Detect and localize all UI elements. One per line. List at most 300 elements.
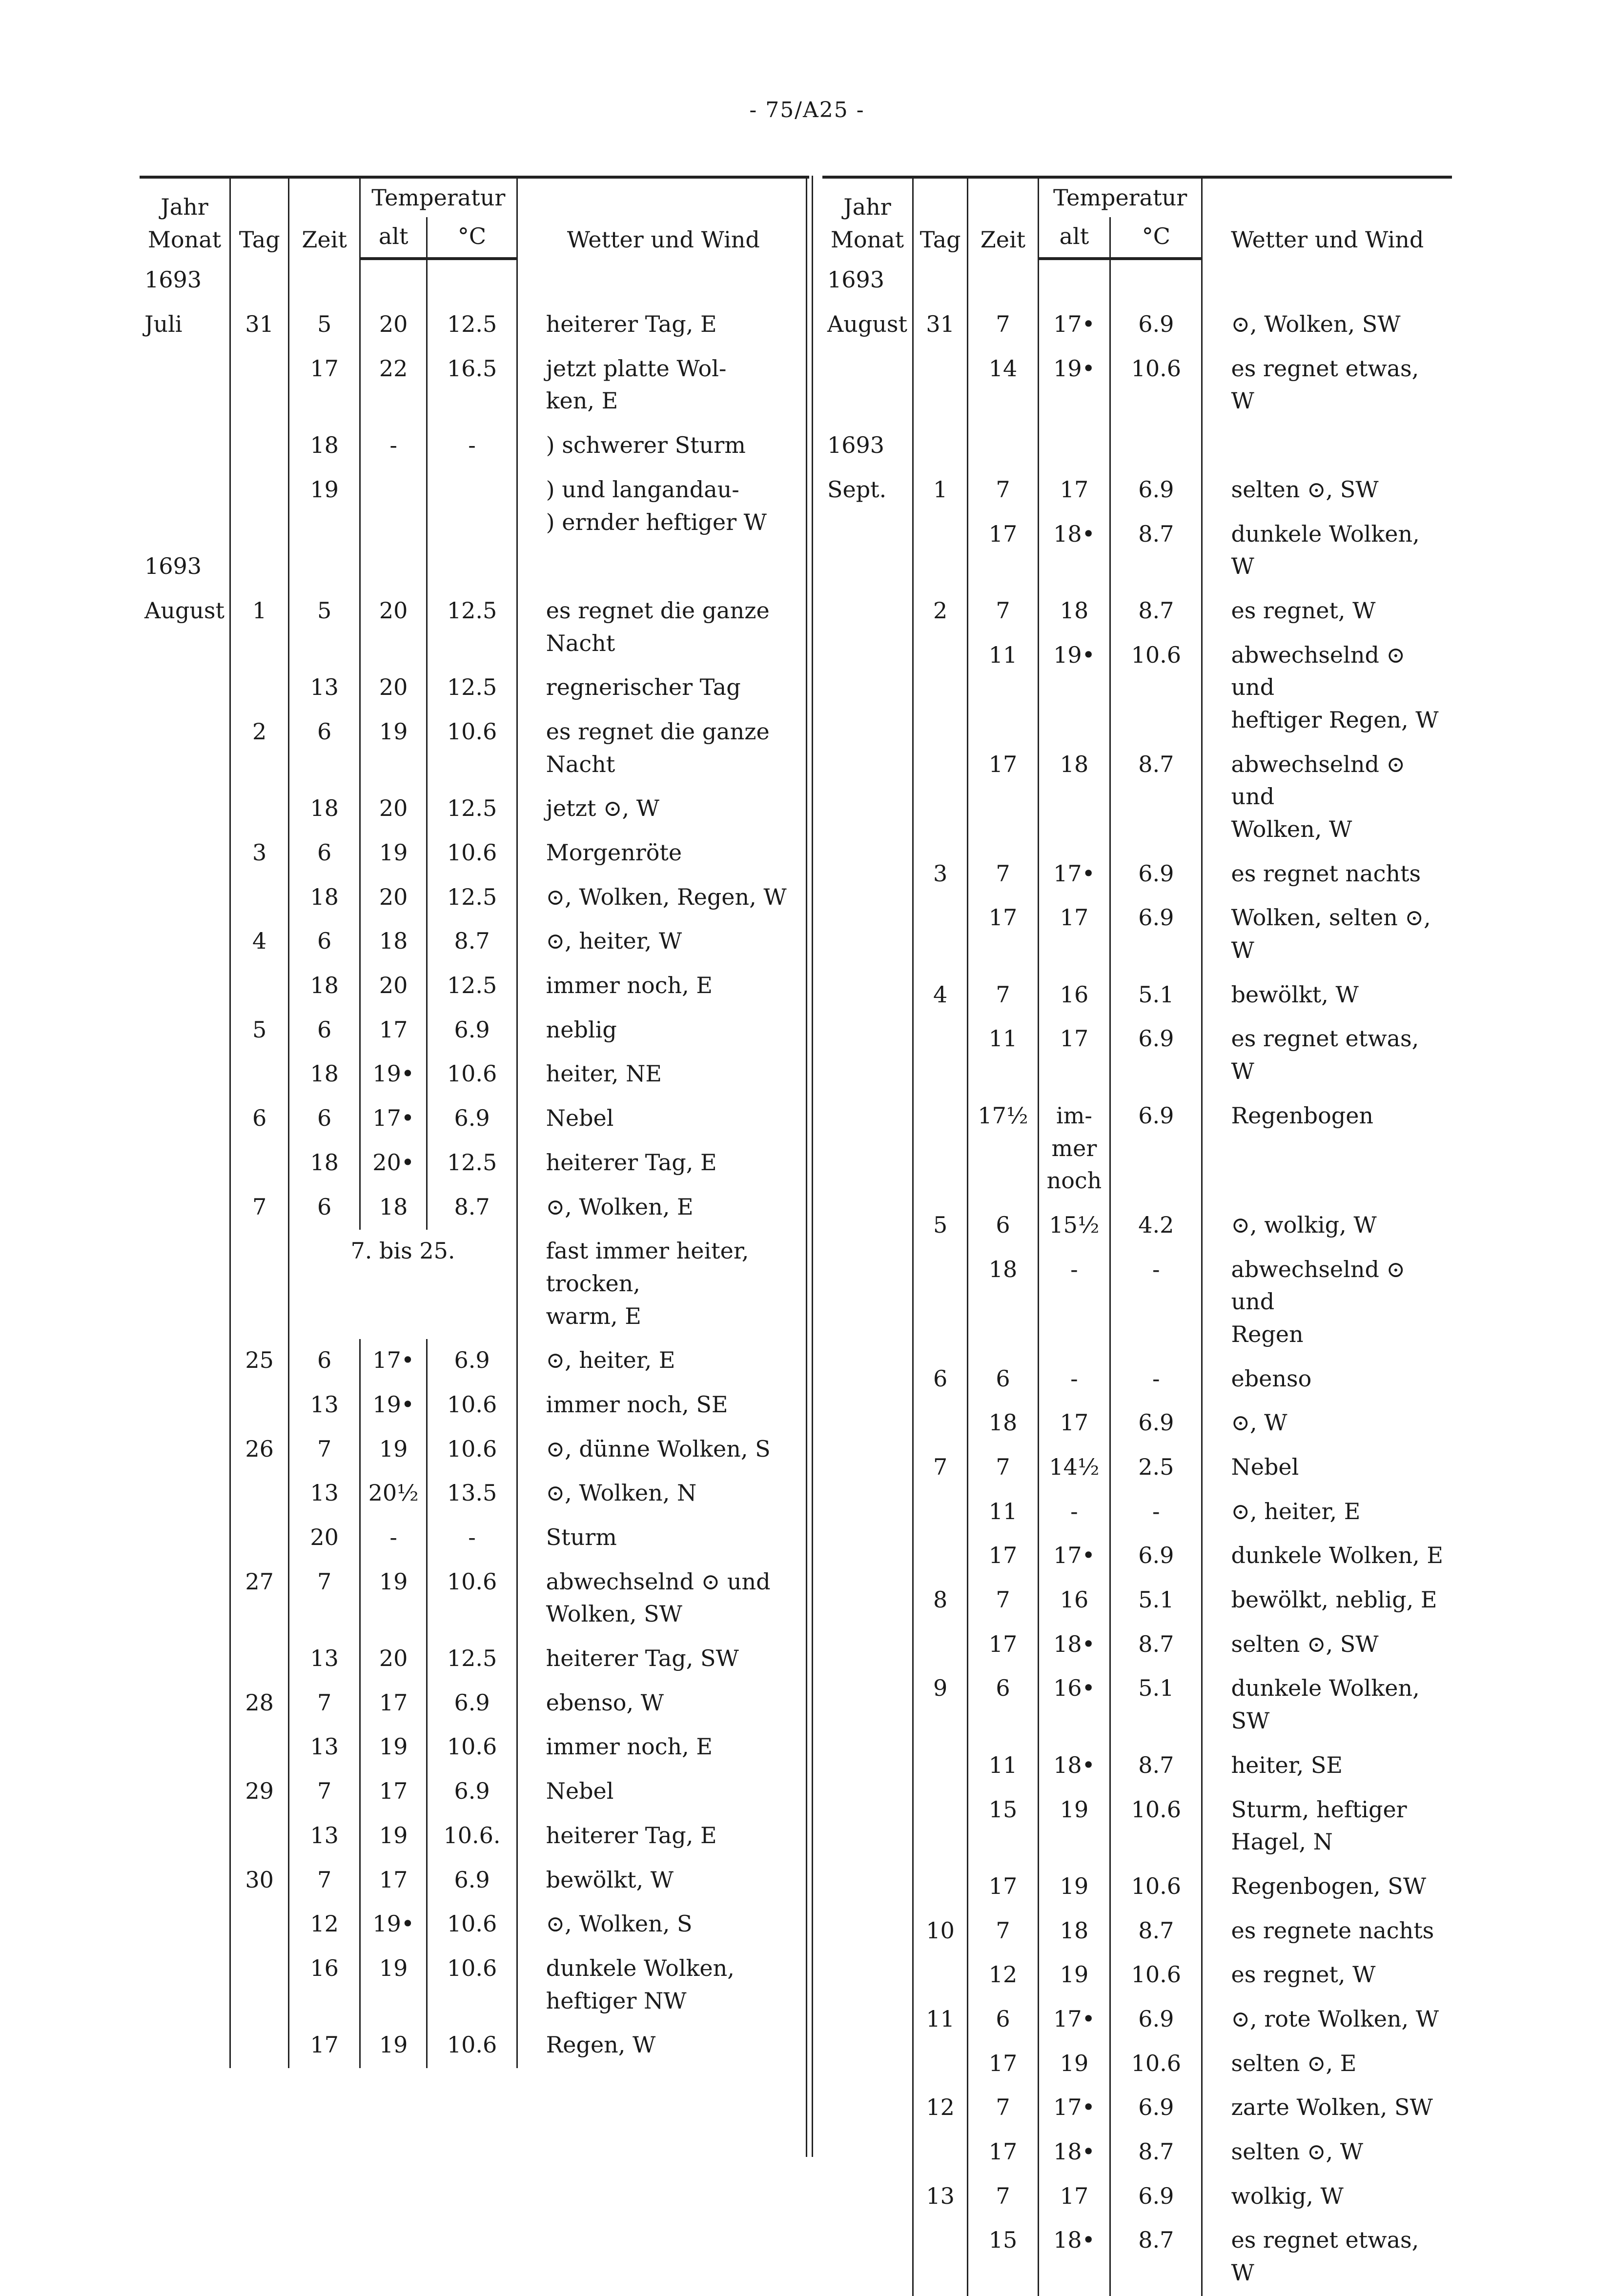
cell-alt: 20 <box>360 876 427 920</box>
cell-jahr-monat <box>822 1534 913 1579</box>
cell-zeit: 7 <box>968 589 1039 634</box>
cell-celsius: 8.7 <box>1110 1910 1202 1954</box>
cell-alt: 19 <box>1038 2042 1110 2087</box>
cell-celsius: 5.1 <box>1110 1667 1202 1744</box>
cell-tag <box>230 2024 289 2068</box>
cell-jahr-monat <box>140 1903 230 1947</box>
cell-jahr-monat <box>822 2175 913 2219</box>
cell-wetter: es regnet nachts <box>1202 853 1452 897</box>
cell-alt <box>360 259 427 303</box>
cell-alt: 19 <box>360 1814 427 1859</box>
cell-alt: 18 <box>1038 743 1110 853</box>
table-row <box>140 1770 809 1814</box>
cell-wetter: heiterer Tag, E <box>517 1141 809 1186</box>
table-row <box>822 1017 1452 1094</box>
table-row <box>140 347 809 424</box>
cell-wetter: ⊙, Wolken, N <box>517 1472 809 1516</box>
cell-tag <box>913 1402 968 1446</box>
table-row <box>822 1865 1452 1910</box>
cell-tag <box>913 1953 968 1998</box>
cell-jahr-monat <box>822 2131 913 2175</box>
cell-zeit: 7 <box>289 1770 360 1814</box>
cell-zeit: 18 <box>968 1402 1039 1446</box>
cell-wetter: ⊙, Wolken, SW <box>1202 303 1452 347</box>
cell-wetter: bewölkt, neblig, E <box>1202 1579 1452 1623</box>
cell-celsius: 6.9 <box>1110 1017 1202 1094</box>
cell-zeit: 17 <box>968 1623 1039 1667</box>
cell-tag <box>230 1472 289 1516</box>
table-header <box>822 177 1452 259</box>
cell-celsius: 8.7 <box>427 920 517 964</box>
cell-celsius: 12.5 <box>427 1141 517 1186</box>
cell-alt: 17 <box>1038 896 1110 973</box>
cell-alt: 20 <box>360 964 427 1009</box>
cell-wetter: ⊙, heiter, E <box>1202 1490 1452 1535</box>
cell-alt: - <box>360 424 427 468</box>
cell-alt: 17 <box>360 1859 427 1903</box>
cell-celsius <box>427 545 517 589</box>
table-row <box>140 1230 809 1339</box>
cell-celsius: 16.5 <box>427 347 517 424</box>
cell-celsius: 13.5 <box>427 1472 517 1516</box>
cell-zeit: 17 <box>968 896 1039 973</box>
cell-alt: 17 <box>360 1009 427 1053</box>
cell-celsius: 6.9 <box>427 1770 517 1814</box>
cell-celsius: 12.5 <box>427 964 517 1009</box>
cell-celsius: 5.1 <box>1110 974 1202 1018</box>
table-header <box>140 177 809 259</box>
cell-tag <box>913 1865 968 1910</box>
header-alt: alt <box>1038 217 1110 259</box>
cell-zeit <box>289 545 360 589</box>
cell-celsius: 6.9 <box>427 1097 517 1141</box>
cell-zeit: 6 <box>968 1204 1039 1248</box>
cell-alt: 19 <box>360 1947 427 2024</box>
table-row <box>822 303 1452 347</box>
cell-alt: 17 <box>360 1770 427 1814</box>
cell-zeit: 13 <box>289 1726 360 1770</box>
cell-celsius: 8.7 <box>1110 513 1202 589</box>
cell-zeit: 17 <box>968 2131 1039 2175</box>
cell-alt: 17 <box>360 1682 427 1726</box>
cell-zeit: 6 <box>968 1667 1039 1744</box>
right-table-half <box>822 176 1452 2296</box>
header-alt: alt <box>360 217 427 259</box>
cell-wetter: ⊙, dünne Wolken, S <box>517 1428 809 1472</box>
cell-jahr-monat <box>822 1358 913 1402</box>
cell-celsius: 5.1 <box>1110 1579 1202 1623</box>
cell-celsius: 2.5 <box>1110 1446 1202 1490</box>
table-row <box>140 1903 809 1947</box>
cell-jahr-monat <box>140 920 230 964</box>
cell-wetter: es regnete nachts <box>1202 1910 1452 1954</box>
cell-jahr-monat <box>140 1947 230 2024</box>
header-wetter: Wetter und Wind <box>517 177 809 259</box>
cell-zeit: 17 <box>968 743 1039 853</box>
weather-table-right <box>822 176 1452 2296</box>
cell-tag: 28 <box>230 1682 289 1726</box>
cell-celsius <box>427 468 517 545</box>
cell-celsius: 8.7 <box>1110 589 1202 634</box>
cell-wetter: heiter, NE <box>517 1053 809 1097</box>
table-row <box>822 1490 1452 1535</box>
cell-jahr-monat <box>140 1339 230 1383</box>
cell-wetter: abwechselnd ⊙ und Wolken, SW <box>517 1561 809 1637</box>
cell-wetter: jetzt platte Wol- ken, E <box>517 347 809 424</box>
cell-alt <box>1038 424 1110 468</box>
table-row <box>822 1248 1452 1358</box>
cell-zeit <box>968 259 1039 303</box>
cell-zeit: 7 <box>968 1910 1039 1954</box>
cell-jahr-monat <box>822 1788 913 1865</box>
cell-tag <box>913 259 968 303</box>
cell-zeit: 13 <box>289 1814 360 1859</box>
table-row <box>140 1859 809 1903</box>
cell-jahr-monat <box>140 1682 230 1726</box>
table-row <box>140 1053 809 1097</box>
cell-zeit: 14 <box>968 347 1039 424</box>
cell-wetter: fast immer heiter, trocken, warm, E <box>517 1230 809 1339</box>
table-row <box>140 1009 809 1053</box>
cell-celsius: 10.6 <box>427 1903 517 1947</box>
cell-celsius: 10.6 <box>427 1053 517 1097</box>
table-row <box>822 589 1452 634</box>
cell-celsius: 6.9 <box>1110 1402 1202 1446</box>
cell-alt: 22 <box>360 347 427 424</box>
cell-celsius: 12.5 <box>427 876 517 920</box>
table-row <box>822 1788 1452 1865</box>
cell-celsius: 12.5 <box>427 787 517 832</box>
cell-celsius: 6.9 <box>1110 1998 1202 2042</box>
cell-zeit: 7 <box>968 853 1039 897</box>
cell-jahr-monat: 1693 <box>827 432 885 459</box>
cell-zeit: 17 <box>289 347 360 424</box>
header-jahr-monat: Jahr Monat <box>140 177 230 259</box>
cell-celsius: 6.9 <box>1110 1095 1202 1204</box>
cell-zeit: 5 <box>289 303 360 347</box>
cell-jahr-monat <box>140 1009 230 1053</box>
cell-jahr-monat <box>140 1859 230 1903</box>
cell-tag: 7 <box>913 1446 968 1490</box>
cell-alt: 19 <box>360 832 427 876</box>
cell-zeit: 6 <box>289 1097 360 1141</box>
cell-jahr-monat <box>822 1402 913 1446</box>
cell-wetter: dunkele Wolken, W <box>1202 513 1452 589</box>
table-row <box>140 964 809 1009</box>
cell-wetter <box>1202 259 1452 303</box>
cell-jahr-monat <box>822 1579 913 1623</box>
cell-alt: 18 <box>360 920 427 964</box>
cell-celsius: 6.9 <box>1110 896 1202 973</box>
cell-alt: - <box>360 1516 427 1561</box>
cell-celsius: 10.6 <box>1110 634 1202 743</box>
header-tag: Tag <box>913 177 968 259</box>
weather-table-left <box>140 176 809 2068</box>
cell-zeitraum: 7. bis 25. <box>289 1230 517 1339</box>
cell-celsius: 10.6 <box>1110 1788 1202 1865</box>
table-body <box>140 259 809 2068</box>
cell-zeit: 15 <box>968 1788 1039 1865</box>
header-temperatur: Temperatur <box>360 177 517 217</box>
cell-tag: 13 <box>913 2175 968 2219</box>
cell-wetter: Sturm, heftiger Hagel, N <box>1202 1788 1452 1865</box>
cell-wetter: es regnet etwas, W <box>1202 2219 1452 2296</box>
cell-jahr-monat <box>822 1017 913 1094</box>
cell-jahr-monat <box>822 2086 913 2131</box>
cell-alt: 19 <box>1038 1788 1110 1865</box>
table-body <box>822 259 1452 2296</box>
cell-wetter: es regnet, W <box>1202 1953 1452 1998</box>
table-row <box>822 1623 1452 1667</box>
cell-wetter: dunkele Wolken, heftiger NW <box>517 1947 809 2024</box>
cell-celsius: 10.6 <box>427 1383 517 1428</box>
cell-tag <box>230 424 289 468</box>
cell-zeit: 13 <box>289 666 360 711</box>
cell-jahr-monat <box>822 853 913 897</box>
cell-jahr-monat <box>822 1744 913 1788</box>
cell-alt: 19 <box>360 1561 427 1637</box>
cell-wetter <box>517 259 809 303</box>
cell-tag <box>913 1534 968 1579</box>
cell-tag <box>230 964 289 1009</box>
cell-jahr-monat: 1693 <box>827 266 885 293</box>
cell-alt: 20 <box>360 1637 427 1682</box>
cell-zeit: 18 <box>289 876 360 920</box>
cell-tag <box>913 1788 968 1865</box>
cell-jahr-monat <box>822 1248 913 1358</box>
cell-tag <box>230 1947 289 2024</box>
cell-tag <box>230 1726 289 1770</box>
cell-tag: 1 <box>230 589 289 666</box>
cell-zeit: 15 <box>968 2219 1039 2296</box>
cell-wetter: ) schwerer Sturm <box>517 424 809 468</box>
cell-jahr-monat: Sept. <box>827 476 887 503</box>
cell-wetter: jetzt ⊙, W <box>517 787 809 832</box>
cell-jahr-monat <box>140 1516 230 1561</box>
table-row <box>140 1682 809 1726</box>
cell-celsius: 6.9 <box>1110 2175 1202 2219</box>
cell-wetter: ⊙, Wolken, E <box>517 1186 809 1230</box>
cell-wetter: abwechselnd ⊙ und Regen <box>1202 1248 1452 1358</box>
cell-alt <box>1038 259 1110 303</box>
cell-tag: 3 <box>913 853 968 897</box>
cell-alt: 19 <box>360 2024 427 2068</box>
cell-tag <box>913 2219 968 2296</box>
cell-zeit: 17 <box>968 1534 1039 1579</box>
cell-zeit: 18 <box>968 1248 1039 1358</box>
cell-alt: - <box>1038 1248 1110 1358</box>
cell-alt: 19 <box>1038 1953 1110 1998</box>
cell-tag: 31 <box>230 303 289 347</box>
cell-alt: 17 <box>1038 1017 1110 1094</box>
table-row <box>140 876 809 920</box>
cell-jahr-monat <box>822 1667 913 1744</box>
cell-tag: 30 <box>230 1859 289 1903</box>
cell-zeit: 11 <box>968 1490 1039 1535</box>
cell-wetter: Sturm <box>517 1516 809 1561</box>
cell-wetter: es regnet, W <box>1202 589 1452 634</box>
table-row <box>140 1726 809 1770</box>
cell-zeit: 12 <box>968 1953 1039 1998</box>
cell-jahr-monat <box>822 1446 913 1490</box>
cell-zeit <box>968 424 1039 468</box>
cell-celsius: 10.6 <box>1110 347 1202 424</box>
cell-wetter: selten ⊙, SW <box>1202 468 1452 513</box>
cell-celsius: 10.6 <box>427 1726 517 1770</box>
cell-celsius: 6.9 <box>1110 468 1202 513</box>
table-row <box>140 666 809 711</box>
cell-alt: 16• <box>1038 1667 1110 1744</box>
cell-zeit: 6 <box>289 1339 360 1383</box>
cell-alt <box>360 468 427 545</box>
header-jahr-monat: Jahr Monat <box>822 177 913 259</box>
cell-jahr-monat <box>140 1186 230 1230</box>
cell-jahr-monat <box>822 1490 913 1535</box>
cell-alt <box>360 545 427 589</box>
cell-alt: - <box>1038 1358 1110 1402</box>
table-row <box>140 1472 809 1516</box>
cell-zeit: 7 <box>968 1446 1039 1490</box>
table-row <box>140 259 809 303</box>
table-row <box>140 545 809 589</box>
cell-wetter: es regnet die ganze Nacht <box>517 589 809 666</box>
cell-jahr-monat <box>140 2024 230 2068</box>
cell-tag: 31 <box>913 303 968 347</box>
cell-zeit: 7 <box>289 1682 360 1726</box>
cell-jahr-monat <box>140 347 230 424</box>
cell-wetter: abwechselnd ⊙ und heftiger Regen, W <box>1202 634 1452 743</box>
cell-tag: 10 <box>913 1910 968 1954</box>
cell-celsius: 10.6. <box>427 1814 517 1859</box>
cell-wetter: ⊙, heiter, E <box>517 1339 809 1383</box>
cell-alt: 17• <box>360 1097 427 1141</box>
cell-zeit: 7 <box>968 468 1039 513</box>
cell-tag: 2 <box>913 589 968 634</box>
table-row <box>822 1998 1452 2042</box>
cell-celsius: - <box>1110 1358 1202 1402</box>
table-row <box>822 1953 1452 1998</box>
cell-zeit: 12 <box>289 1903 360 1947</box>
cell-zeit: 7 <box>289 1859 360 1903</box>
page-number: - 75/A25 - <box>749 98 865 122</box>
cell-tag: 4 <box>230 920 289 964</box>
cell-zeit: 17 <box>289 2024 360 2068</box>
cell-celsius: 6.9 <box>427 1682 517 1726</box>
table-row <box>822 468 1452 513</box>
cell-tag <box>913 1017 968 1094</box>
cell-zeit: 18 <box>289 1141 360 1186</box>
cell-wetter: neblig <box>517 1009 809 1053</box>
cell-wetter: Nebel <box>1202 1446 1452 1490</box>
cell-alt: 20 <box>360 666 427 711</box>
cell-wetter: dunkele Wolken, E <box>1202 1534 1452 1579</box>
cell-zeit: 13 <box>289 1637 360 1682</box>
table-row <box>822 2086 1452 2131</box>
table-row <box>822 424 1452 468</box>
cell-wetter: heiterer Tag, E <box>517 1814 809 1859</box>
cell-tag <box>230 1903 289 1947</box>
cell-jahr-monat <box>822 1095 913 1204</box>
cell-zeit: 20 <box>289 1516 360 1561</box>
cell-wetter: Regenbogen <box>1202 1095 1452 1204</box>
table-row <box>822 259 1452 303</box>
left-table-half <box>140 176 809 2068</box>
cell-jahr-monat <box>140 1472 230 1516</box>
table-row <box>140 1097 809 1141</box>
cell-zeit: 17 <box>968 1865 1039 1910</box>
header-zeit: Zeit <box>968 177 1039 259</box>
table-row <box>822 853 1452 897</box>
cell-tag <box>913 2042 968 2087</box>
cell-celsius: 8.7 <box>1110 1623 1202 1667</box>
cell-alt: 17• <box>360 1339 427 1383</box>
cell-alt: 17• <box>1038 1534 1110 1579</box>
cell-jahr-monat <box>140 1726 230 1770</box>
cell-jahr-monat: August <box>144 597 225 624</box>
cell-tag <box>913 347 968 424</box>
cell-wetter: immer noch, SE <box>517 1383 809 1428</box>
cell-tag: 2 <box>230 711 289 787</box>
cell-jahr-monat <box>822 2219 913 2296</box>
cell-jahr-monat <box>822 1865 913 1910</box>
table-row <box>822 1910 1452 1954</box>
cell-wetter: immer noch, E <box>517 964 809 1009</box>
table-row <box>822 1446 1452 1490</box>
cell-wetter: Nebel <box>517 1097 809 1141</box>
table-row <box>822 2131 1452 2175</box>
cell-celsius: 6.9 <box>1110 2086 1202 2131</box>
cell-alt: 19 <box>360 1726 427 1770</box>
cell-jahr-monat <box>140 876 230 920</box>
cell-alt: 18• <box>1038 1744 1110 1788</box>
cell-alt: 19 <box>1038 1865 1110 1910</box>
cell-celsius: 12.5 <box>427 303 517 347</box>
cell-jahr-monat: Juli <box>144 311 183 338</box>
cell-celsius: 8.7 <box>1110 2219 1202 2296</box>
cell-jahr-monat <box>140 1814 230 1859</box>
cell-alt: 15½ <box>1038 1204 1110 1248</box>
cell-celsius: 8.7 <box>1110 743 1202 853</box>
cell-wetter: ebenso <box>1202 1358 1452 1402</box>
cell-wetter: Regen, W <box>517 2024 809 2068</box>
cell-tag <box>230 1141 289 1186</box>
cell-tag <box>230 259 289 303</box>
cell-celsius: 10.6 <box>427 2024 517 2068</box>
cell-alt: 20 <box>360 589 427 666</box>
cell-jahr-monat <box>822 1953 913 1998</box>
cell-jahr-monat <box>140 1383 230 1428</box>
cell-tag <box>230 1516 289 1561</box>
cell-jahr-monat <box>140 1097 230 1141</box>
cell-jahr-monat <box>822 974 913 1018</box>
cell-zeit: 18 <box>289 787 360 832</box>
cell-alt: 17• <box>1038 2086 1110 2131</box>
cell-wetter: abwechselnd ⊙ und Wolken, W <box>1202 743 1452 853</box>
cell-tag <box>230 1814 289 1859</box>
cell-celsius: 10.6 <box>1110 1953 1202 1998</box>
table-row <box>140 787 809 832</box>
cell-wetter: ⊙, heiter, W <box>517 920 809 964</box>
cell-jahr-monat: 1693 <box>144 266 202 293</box>
cell-wetter <box>1202 424 1452 468</box>
cell-celsius: 6.9 <box>427 1009 517 1053</box>
cell-jahr-monat <box>822 1998 913 2042</box>
table-row <box>822 1744 1452 1788</box>
table-row <box>140 1516 809 1561</box>
cell-celsius: 10.6 <box>1110 2042 1202 2087</box>
cell-celsius: 8.7 <box>1110 1744 1202 1788</box>
cell-zeit: 18 <box>289 964 360 1009</box>
